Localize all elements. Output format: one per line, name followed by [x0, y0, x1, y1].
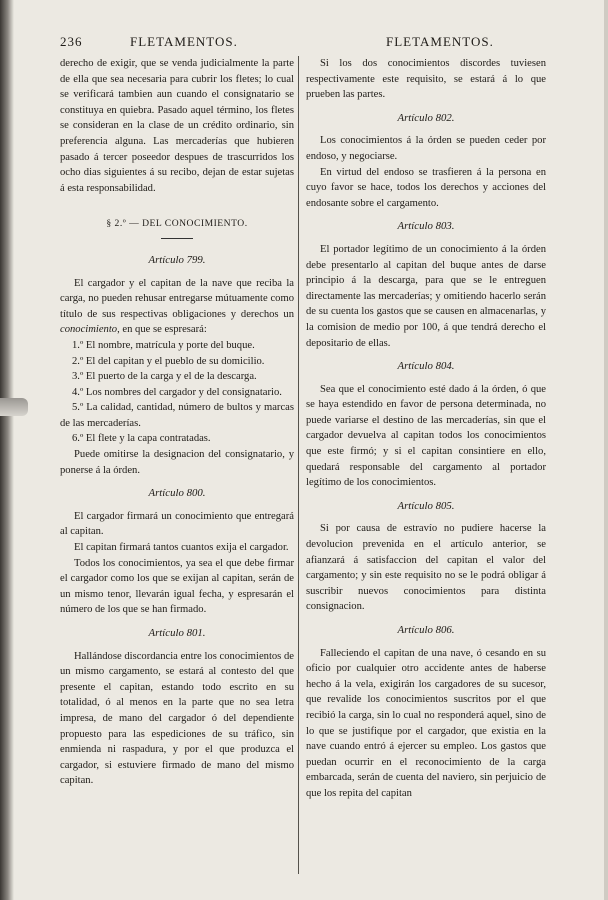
article-799-tail: Puede omitirse la designacion del consignatario, y ponerse á la órden.	[60, 449, 294, 476]
right-opening-paragraph: Si los dos conocimientos discordes tuviesen respectivamente este requisito, se estará á lo que prueben las partes.	[306, 58, 546, 101]
article-heading-799: Artículo 799.	[148, 253, 206, 266]
article-799-item: 1.º El nombre, matrícula y porte del buque.	[72, 339, 255, 351]
article-799-item: 2.º El del capitan y el pueblo de su domicilio.	[72, 355, 265, 367]
article-803-paragraph: El portador legítimo de un conocimiento á la órden debe presentarlo al capitan del buque antes de darse principio á la descarga, para que se le entreguen directamente las mercaderías; y omitiendo hacerlo serán de su cuenta los gastos que se causen en almacenarlas, y la comision de medio por 100, á que tendrá derecho el depositario de ellas.	[306, 243, 546, 349]
article-799-intro	[60, 276, 294, 338]
article-800-paragraph: El cargador firmará un conocimiento que entregará al capitan.	[60, 510, 294, 538]
article-799-item: 4.º Los nombres del cargador y del consignatario.	[72, 386, 282, 398]
section-heading: § 2.º — DEL CONOCIMIENTO.	[106, 218, 248, 230]
article-799-intro-a: El cargador y el capitan de la nave que reciba la carga, no pueden rehusar entregarse mútuamente como título de sus respectivas obligaciones y derechos un	[60, 277, 294, 320]
article-799-intro-b: , en que se espresará:	[117, 324, 207, 336]
article-799-item: 5.º La calidad, cantidad, número de bultos y marcas de las mercaderías.	[60, 402, 294, 429]
right-running-title: FLETAMENTOS.	[386, 34, 494, 49]
article-805-paragraph: Si por causa de estravío no pudiere hacerse la devolucion prevenida en el artículo anterior, se afianzará á satisfaccion del capitan el valor del cargamento; y sin este requisito no se le podrá obligar á suscribir nuevos conocimientos para distinta consignacion.	[306, 523, 546, 613]
page-edge	[604, 0, 608, 900]
article-heading-804: Artículo 804.	[397, 360, 455, 373]
column-divider	[298, 56, 299, 874]
article-802-paragraph: Los conocimientos á la órden se pueden ceder por endoso, y negociarse.	[306, 135, 546, 162]
article-heading-803: Artículo 803.	[397, 220, 455, 233]
article-799-item: 6.º El flete y la capa contratadas.	[72, 433, 211, 445]
section-rule	[161, 238, 193, 239]
book-spine-shadow	[0, 0, 14, 900]
article-heading-802: Artículo 802.	[397, 111, 455, 124]
article-801-paragraph: Hallándose discordancia entre los conocimientos de un mismo cargamento, se estará al contesto del que presente el capitan, estando todo escrito en su totalidad, ó al menos en la parte que no sea letra impresa, de mano del cargador ó del dependiente propuesto para las espediciones de su tráfico, sin enmienda ni raspadura, y por el que produzca el cargador, si estuviere firmado de mano del mismo capitan.	[60, 650, 294, 787]
article-800-paragraph: Todos los conocimientos, ya sea el que debe firmar el cargador como los que se exijan al capitan, serán de un mismo tenor, llevarán igual fecha, y espresarán el número de los que se han firmado.	[60, 557, 294, 616]
page-tab-marker	[0, 398, 28, 416]
article-heading-800: Artículo 800.	[148, 487, 206, 500]
article-heading-806: Artículo 806.	[397, 624, 455, 636]
article-heading-805: Artículo 805.	[397, 499, 455, 512]
running-header	[60, 34, 580, 52]
article-804-paragraph: Sea que el conocimiento esté dado á la órden, ó que se haya estendido en favor de persona determinada, no puede variarse el destino de las mercaderías, sin que el cargador devuelva al capitan todos los conocimientos que este firmó; y si el capitan consintiere en ello, quedará responsable del cargamento al portador legítimo de los conocimientos.	[306, 383, 546, 489]
article-800-paragraph: El capitan firmará tantos cuantos exija el cargador.	[74, 542, 289, 554]
right-column	[306, 56, 546, 802]
article-heading-801: Artículo 801.	[148, 627, 206, 639]
opening-paragraph: derecho de exigir, que se venda judicialmente la parte de ella que sea necesaria para cubrir los fletes; lo cual se verificará tambien aun cuando el consignatario se constituya en quiebra. Pasado aquel término, los fletes se consideran en la clase de un crédito ordinario, sin preferencia alguna. Las mercaderías que hubieren pasado á tercer poseedor despues de trascurridos los ocho dias siguientes á su recibo, dejan de estar sujetas á esta responsabilidad.	[60, 58, 294, 194]
article-799-intro-em: conocimiento	[60, 324, 118, 336]
article-802-paragraph: En virtud del endoso se trasfieren á la persona en cuyo favor se hace, todos los derechos y acciones del endosante sobre el cargamento.	[306, 166, 546, 209]
page-number: 236	[60, 34, 83, 49]
article-799-item: 3.º El puerto de la carga y el de la descarga.	[72, 371, 257, 383]
article-806-paragraph: Falleciendo el capitan de una nave, ó cesando en su oficio por cualquier otro accidente antes de haberse hecho á la vela, exigirán los cargadores de su sucesor, que revalide los conocimientos suscritos por el que recibió la carga, sin lo cual no responderá aquel, sino de lo que se justifique por el cargador, que existia en la nave cuando entró á ejercer su empleo. Los gastos que puedan ocurrir en el reconocimiento de la carga embarcada, serán de cuenta del naviero, sin perjuicio de que los repita del capitan	[306, 647, 546, 799]
left-column	[60, 56, 294, 789]
left-running-title: FLETAMENTOS.	[130, 34, 238, 49]
